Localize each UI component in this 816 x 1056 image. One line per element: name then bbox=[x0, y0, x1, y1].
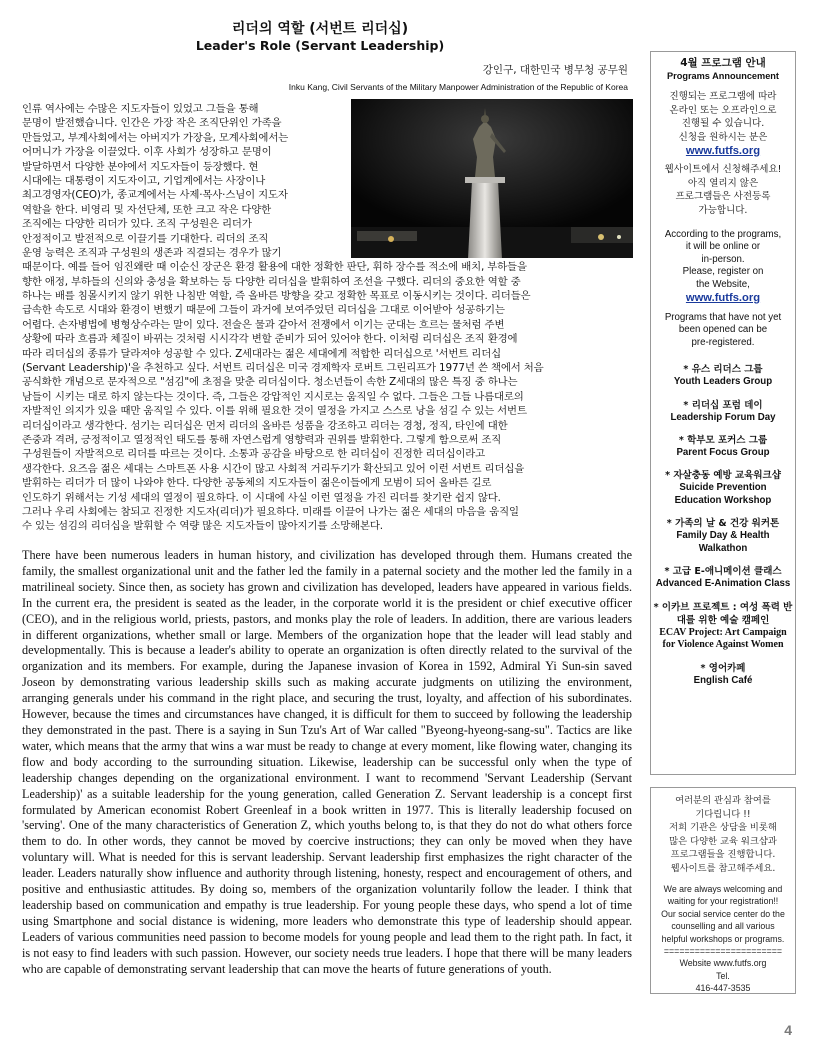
contact-line: waiting for your registration!! bbox=[667, 896, 779, 907]
article-title-english: Leader's Role (Servant Leadership) bbox=[195, 38, 445, 53]
program-name-english: Suicide Prevention Education Workshop bbox=[674, 482, 772, 506]
author-english: Inku Kang, Civil Servants of the Military Manpower Administration of the Republic of Korea bbox=[288, 82, 628, 92]
sidebar-text-line: 진행될 수 있습니다. bbox=[681, 118, 765, 129]
contact-line: 기다립니다 !! bbox=[695, 808, 751, 820]
korean-line: 자발적인 의지가 있을 때만 움직일 수 있다. 이를 위해 필요한 것이 열정을 가지고 스스로 낭을 섬길 수 있는 서번트 bbox=[22, 405, 527, 418]
program-name-english: Leadership Forum Day bbox=[670, 411, 776, 423]
website-link[interactable]: www.futfs.org bbox=[685, 145, 761, 157]
contact-line: 저희 기관은 상담을 비롯해 bbox=[669, 822, 777, 833]
korean-line: 하나는 배를 침몰시키지 않기 위한 나침반 역할, 즉 올바른 방향을 갖고 정확한 목표로 이동시키는 것이다. 리더들은 bbox=[22, 290, 531, 303]
korean-line: 생각한다. 요즈음 젊은 세대는 스마트폰 사용 시간이 많고 사회적 거리두기가 확산되고 있어 이런 서번트 리더십을 bbox=[22, 462, 525, 475]
program-item[interactable] bbox=[651, 399, 795, 424]
website-link-english[interactable]: www.futfs.org bbox=[685, 292, 761, 305]
program-name-korean: * 이카브 프로젝트 : 여성 폭력 반대를 위한 예술 캠페인 bbox=[653, 601, 793, 626]
sidebar-text-line: in-person. bbox=[701, 253, 745, 265]
korean-line: 운영 능력은 조직과 구성원의 생존과 직결되는 경우가 많기 bbox=[22, 246, 282, 259]
sidebar-text-line: 웹사이트에서 신청해주세요! bbox=[664, 164, 782, 175]
korean-line: 발휘하는 리더가 더 많이 나와야 한다. 다양한 공동체의 지도자들이 젊은이들에게 모범이 되어 올바른 길로 bbox=[22, 477, 492, 490]
sidebar-text-line: According to the programs, bbox=[664, 229, 782, 240]
korean-line: 급속한 속도로 시대와 환경이 변했기 때문에 그들이 과거에 보여주었던 리더십을 그대로 이어받아 성공하기는 bbox=[22, 304, 505, 317]
contact-english bbox=[655, 883, 791, 995]
contact-line: 여러분의 관심과 참여를 bbox=[675, 795, 771, 806]
korean-line: 문명이 발전했습니다. 인간은 가장 작은 조직단위인 가족을 bbox=[22, 117, 282, 130]
program-item[interactable] bbox=[651, 363, 795, 388]
program-name-korean: * 고급 E-애니메이션 클래스 bbox=[664, 566, 782, 578]
contact-line: 프로그램들을 진행합니다. bbox=[670, 849, 776, 860]
contact-divider: ======================= bbox=[663, 946, 783, 957]
admiral-statue-photo bbox=[351, 99, 633, 258]
sidebar-register-english bbox=[657, 312, 789, 349]
korean-line: 따라 리더십의 종류가 달라져야 성공할 수 있다. Z세대라는 젊은 세대에게 적합한 리더십으로 '서번트 리더십 bbox=[22, 347, 501, 360]
korean-line: 존중과 격려, 긍정적이고 열정적인 태도를 통해 자연스럽게 영향력과 권위를 발휘한다. 그렇게 함으로써 조직 bbox=[22, 433, 502, 446]
program-item[interactable] bbox=[651, 601, 795, 652]
program-name-english: Advanced E-Animation Class bbox=[655, 578, 791, 590]
korean-line: 최고경영자(CEO)가, 종교계에서는 사제·목사·스님이 지도자 bbox=[22, 189, 288, 202]
article-title-korean: 리더의 역할 (서번트 리더십) bbox=[231, 21, 409, 37]
programs-sidebar bbox=[650, 51, 796, 775]
program-item[interactable] bbox=[651, 565, 795, 590]
korean-line: 리더십이라고 생각한다. 섬기는 리더십은 먼저 리더의 올바른 성품을 강조하고 리더는 경청, 정직, 타인에 대한 bbox=[22, 419, 508, 432]
korean-line: 인류 역사에는 수많은 지도자들이 있었고 그들을 통해 bbox=[22, 103, 259, 115]
sidebar-heading-english: Programs Announcement bbox=[667, 71, 779, 81]
sidebar-text-line: 아직 열리지 않은 bbox=[687, 177, 759, 189]
program-name-english: Family Day & Health Walkathon bbox=[676, 530, 770, 554]
program-name-korean: * 학부모 포커스 그룹 bbox=[678, 435, 768, 447]
contact-website[interactable]: Website www.futfs.org bbox=[679, 958, 767, 969]
korean-line: 그러나 우리 사회에는 참되고 진정한 지도자(리더)가 필요하다. 미래를 이끌어 나가는 젊은 세대의 마음을 움직일 bbox=[22, 505, 519, 518]
korean-line: 상황에 따라 흐름과 체질이 바뀌는 것처럼 시시각각 변할 준비가 되어 있어야 한다. 이처럼 리더십은 조직 환경에 bbox=[22, 333, 518, 346]
program-name-english: Parent Focus Group bbox=[676, 447, 770, 459]
program-name-korean: * 자살충동 예방 교육워크샵 bbox=[665, 470, 781, 482]
sidebar-text-line: 프로그램들은 사전등록 bbox=[675, 191, 771, 202]
korean-line: 만들었고, 부계사회에서는 아버지가 가장을, 모계사회에서는 bbox=[22, 131, 289, 144]
contact-tel-label: Tel. bbox=[716, 970, 730, 981]
program-name-english: Youth Leaders Group bbox=[673, 376, 773, 388]
program-item[interactable] bbox=[651, 434, 795, 459]
contact-line: Our social service center do the bbox=[661, 908, 785, 919]
contact-line: 많은 다양한 교육 워크샵과 bbox=[669, 835, 777, 847]
sidebar-text-line: the Website, bbox=[696, 278, 750, 290]
contact-line: We are always welcoming and bbox=[663, 884, 783, 894]
program-item[interactable] bbox=[651, 662, 795, 687]
korean-line: 남들이 시키는 대로 하지 않는다는 것이다. 즉, 그들은 강압적인 지시로는 움직일 수 없다. 그들은 그들 나름대로의 bbox=[22, 390, 524, 403]
korean-line: 어렵다. 손자병법에 병형상수라는 말이 있다. 전술은 물과 같아서 전쟁에서 이기는 군대는 흐르는 물처럼 주변 bbox=[22, 318, 505, 331]
korean-line: 어머니가 가장을 이끌었다. 이후 사회가 성장하고 문명이 bbox=[22, 146, 272, 159]
sidebar-text-line: been opened can be bbox=[678, 324, 768, 336]
program-name-english: English Café bbox=[693, 674, 753, 686]
sidebar-register-korean bbox=[655, 163, 791, 217]
author-korean: 강인구, 대한민국 병무청 공무원 bbox=[482, 64, 628, 76]
sidebar-text-line: 온라인 또는 오프라인으로 bbox=[669, 104, 777, 116]
page-number: 4 bbox=[784, 1022, 792, 1038]
english-article-body: There have been numerous leaders in human history, and civilization has developed through them. Humans created the family, the smallest organizational unit and the father led the family in a paternal society and the mother led the family in a matrilineal society. Since then, as society has grown and civilization has developed, leaders have appeared in various fields. In the current era, the president is seated as the leader, in the corporate world it is the president or chief executive officer (CEO), and in the religious world, priests, pastors, and monks play the role of leaders. In addition, there are various leaders in different organizations, whether small or large. Members of the organization hope that the leader will lead stably and developmentally. This is because a leader's ability to operate an organization is often directly related to the survival of the organization and its members. For example, during the Japanese invasion of Korea in 1592, Admiral Yi Sun-sin saved Joseon by demonstrating various leadership skills such as making accurate judgments on utilizing the environment, arranging generals under his command in the right place, and securing the trust, loyalty, and affection of his subordinates. However, because the times and circumstances have changed, it is difficult for them to succeed by following the leadership they demonstrated in the past. There is a saying in Sun Tzu's Art of War called "Byeong-hyeong-sang-su". Tactics are like water, which means that the army that wins a war must be ready to change at every moment, like flowing water, changing its flow and body according to the surrounding situation. Likewise, leadership can be successful only when the type of leadership changes depending on the organizational environment. I want to recommend 'Servant Leadership (Servant Leadership)' as a suitable leadership for the young generation, called Generation Z. Servant leadership is a concept first formulated by American economist Robert Greenleaf in a book written in 1977. This is literally leadership focused on 'serving'. One of the many characteristics of Generation Z, which youths belong to, is that they do not do what others force them to do. In other words, they cannot be moved by coercive instructions; they can only be moved when they have voluntary will. What is needed for this is servant leadership. Servant leadership first emphasizes the right character of the leader. Leaders naturally show influence and authority through listening, honesty, respect and encouragement of others, and positive and enthusiastic attitudes. By doing so, members of the organization voluntarily follow the leader. I think that leadership based on communication and empathy is true leadership. For young people these days, who spend a lot of time using Smartphone and social distance is widening, more leaders who demonstrate this type of leadership should appear. Leaders of various communities need passion to become models for young people and lead them to the right path. In fact, it is not easy to find leaders with such passion. However, our society needs true leaders. I hope that there will be many leaders who are capable of demonstrating servant leadership that can move the hearts of future generations of youth. bbox=[22, 548, 632, 976]
korean-line: 안정적이고 발전적으로 이끌기를 기대한다. 리더의 조직 bbox=[22, 232, 269, 245]
program-name-english: ECAV Project: Art Campaign for Violence Against Women bbox=[659, 626, 787, 651]
sidebar-text-line: Please, register on bbox=[682, 266, 764, 278]
program-name-korean: * 가족의 날 & 건강 워커톤 bbox=[666, 518, 780, 530]
korean-line: 발달하면서 다양한 분야에서 지도자들이 등장했다. 현 bbox=[22, 160, 259, 173]
korean-line: 구성원들이 자발적으로 리더를 따르는 것이다. 소통과 공감을 바탕으로 한 리더십이 진정한 리더십이라고 bbox=[22, 448, 485, 461]
korean-line: 수 있는 섬김의 리더십을 발휘할 수 역량 많은 지도자들이 많아지기를 소망해본다. bbox=[22, 520, 383, 533]
korean-line: 공식화한 개념으로 문자적으로 "섬김"에 초점을 맞춘 리더십이다. 청소년들이 속한 Z세대의 많은 특징 중 하나는 bbox=[22, 376, 518, 389]
sidebar-intro-korean bbox=[655, 90, 791, 144]
sidebar-text-line: 가능합니다. bbox=[698, 204, 748, 216]
sidebar-text-line: 신청을 원하시는 분은 bbox=[678, 131, 768, 143]
sidebar-text-line: it will be online or bbox=[685, 241, 761, 253]
korean-line: 인도하기 위해서는 기성 세대의 열정이 필요하다. 이 시대에 사실 이런 열정을 가진 리더를 찾기란 쉽지 않다. bbox=[22, 491, 501, 504]
contact-line: 웹사이트를 참고해주세요. bbox=[670, 862, 776, 874]
program-name-korean: * 유스 리더스 그룹 bbox=[683, 364, 763, 376]
sidebar-text-line: 진행되는 프로그램에 따라 bbox=[669, 91, 777, 102]
contact-box bbox=[650, 787, 796, 994]
contact-line: helpful workshops or programs. bbox=[661, 933, 785, 944]
sidebar-text-line: pre-registered. bbox=[691, 336, 755, 348]
program-name-korean: * 리더십 포럼 데이 bbox=[683, 399, 763, 411]
korean-line: 역할을 한다. 비영리 및 자선단체, 또한 크고 작은 다양한 bbox=[22, 203, 272, 216]
program-item[interactable] bbox=[651, 469, 795, 507]
contact-phone[interactable]: 416-447-3535 bbox=[695, 983, 751, 994]
korean-line: 조직에는 다양한 리더가 있다. 조직 구성원은 리더가 bbox=[22, 218, 252, 231]
korean-line: (Servant Leadership)'을 추천하고 싶다. 서번트 리더십은 미국 경제학자 로버트 그린리프가 1977년 쓴 책에서 처음 bbox=[22, 362, 544, 375]
korean-line: 시대에는 대통령이 지도자이고, 기업계에서는 사장이나 bbox=[22, 174, 266, 187]
korean-line: 향한 애정, 부하들의 신의와 충성을 확보하는 등 다양한 리더십을 발휘하여 조선을 구했다. 리더의 중요한 역할 중 bbox=[22, 275, 521, 288]
korean-line: 때문이다. 예를 들어 임진왜란 때 이순신 장군은 환경 활용에 대한 정확한 판단, 휘하 장수를 적소에 배치, 부하들을 bbox=[22, 261, 527, 274]
contact-korean bbox=[657, 794, 789, 875]
contact-line: counselling and all various bbox=[671, 921, 775, 932]
sidebar-heading-korean: 4월 프로그램 안내 bbox=[680, 57, 766, 69]
program-name-korean: * 영어카페 bbox=[700, 662, 746, 674]
sidebar-intro-english bbox=[657, 229, 789, 291]
sidebar-text-line: Programs that have not yet bbox=[664, 312, 782, 324]
program-item[interactable] bbox=[651, 517, 795, 555]
